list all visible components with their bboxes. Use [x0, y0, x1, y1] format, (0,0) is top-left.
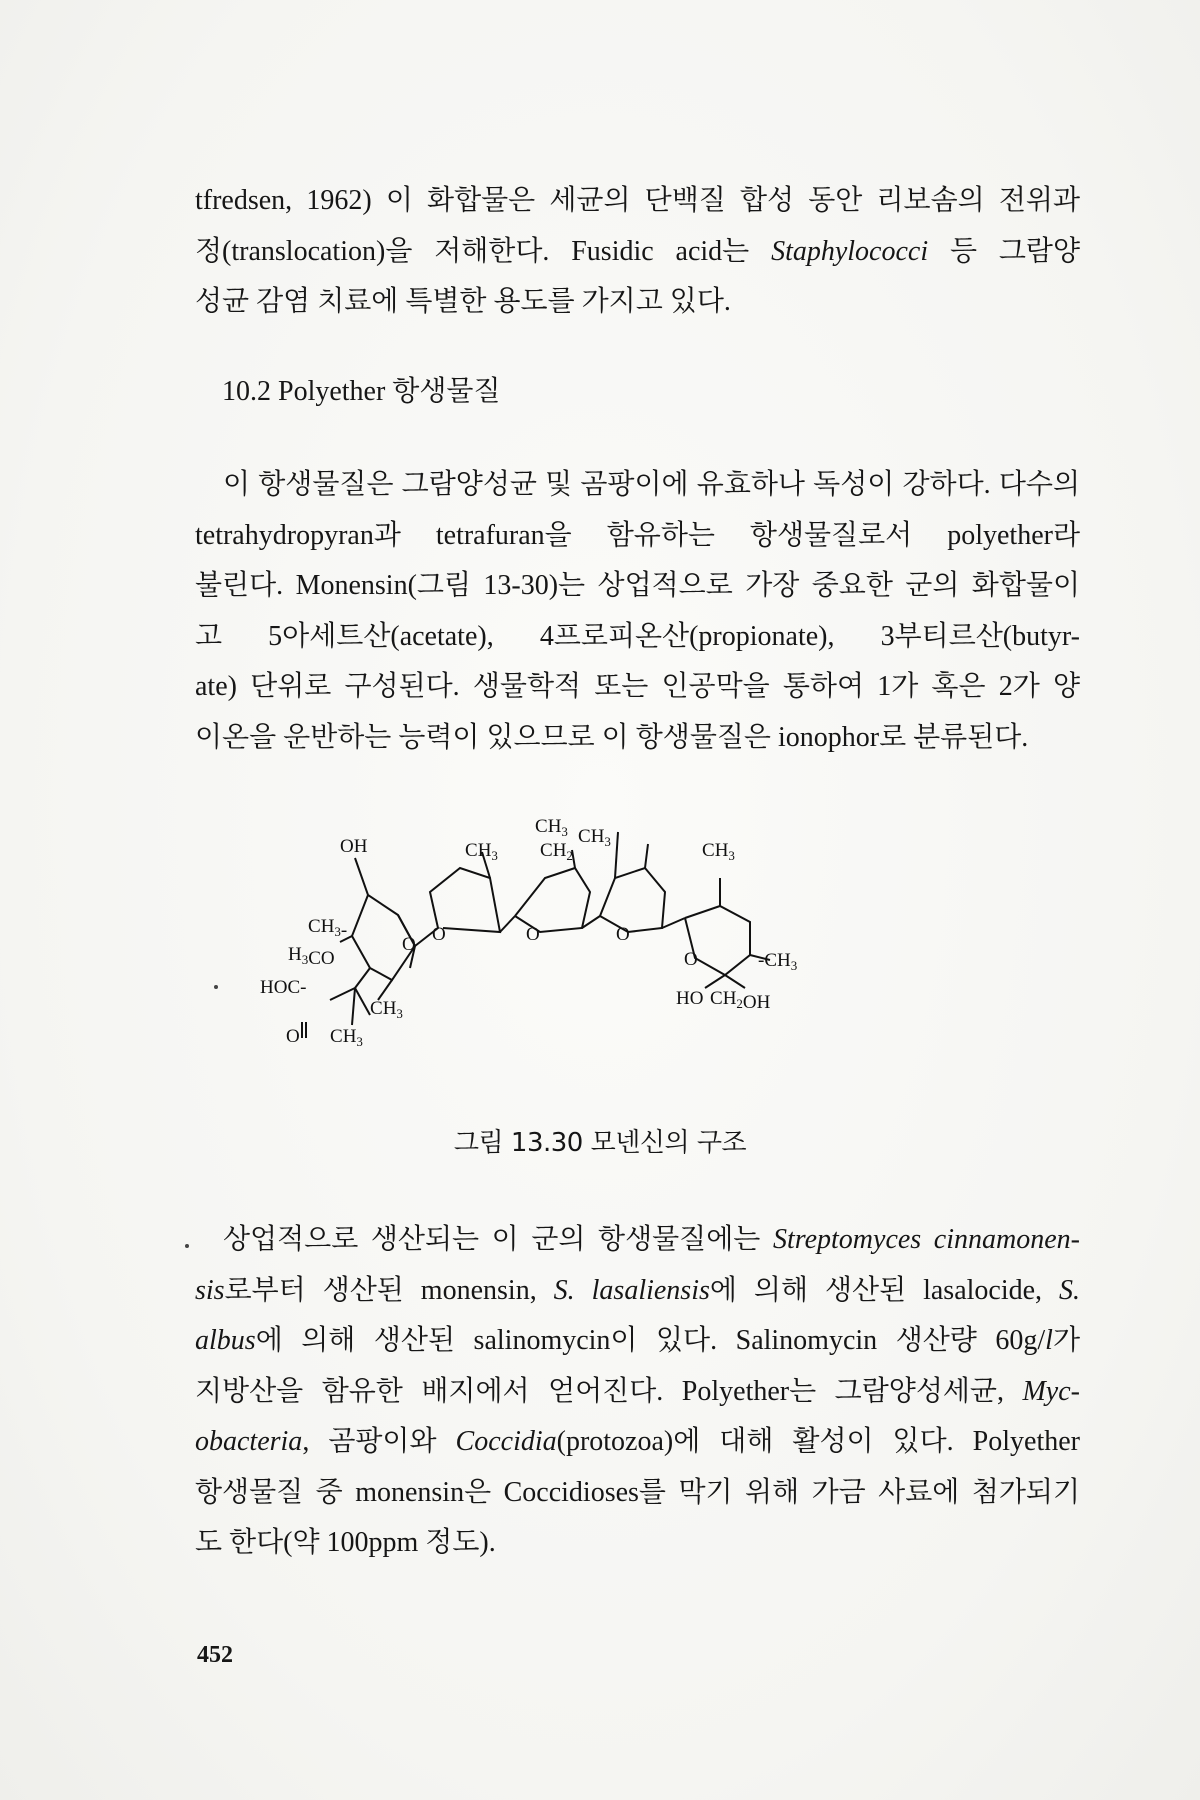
text-line: tetrahydropyran과 tetrafuran을 함유하는 항생물질로서 polyether라 [195, 519, 1080, 551]
monensin-structure-figure [260, 810, 940, 1090]
intro-paragraph [195, 176, 1080, 328]
h3co-label: $H_3CO$ [288, 944, 335, 969]
ring-oxygen-label: O [432, 924, 446, 945]
ch3-label: $CH_3-$ [308, 916, 348, 941]
ring-oxygen-label: O [684, 949, 698, 970]
print-speck [185, 1244, 189, 1248]
text-line: 지방산을 함유한 배지에서 얻어진다. Polyether는 그람양성세균, Myc- [195, 1375, 1080, 1407]
oh-label: OH [340, 836, 368, 857]
ring-oxygen-label: O [402, 934, 416, 955]
production-paragraph [195, 1215, 1080, 1569]
text-line: ate) 단위로 구성된다. 생물학적 또는 인공막을 통하여 1가 혹은 2가 양 [195, 671, 1080, 702]
ch3-label: $CH_3$ [702, 840, 735, 863]
ch2oh-label: $CH_2OH$ [710, 988, 771, 1013]
text-line: 이온을 운반하는 능력이 있으므로 이 항생물질은 ionophor로 분류된다. [195, 721, 1029, 753]
carbonyl-oxygen-label: O [286, 1026, 300, 1047]
text-line: 이 항생물질은 그람양성균 및 곰팡이에 유효하나 독성이 강하다. 다수의 [223, 469, 1080, 500]
text-line: 항생물질 중 monensin은 Coccidioses를 막기 위해 가금 사료에 첨가되기 [195, 1476, 1080, 1508]
hoc-label: HOC- [260, 977, 307, 998]
ch2-label: $CH_2$ [540, 840, 573, 863]
text-line: tfredsen, 1962) 이 화합물은 세균의 단백질 합성 동안 리보솜의 전위과 [195, 185, 1080, 216]
polyether-paragraph [195, 460, 1080, 763]
ring-oxygen-label: O [526, 924, 540, 945]
print-speck [214, 985, 218, 989]
text-line: 고 5아세트산(acetate), 4프로피온산(propionate), 3부티르산(butyr- [195, 620, 1080, 652]
text-line: 정(translocation)을 저해한다. Fusidic acid는 Staphylococci 등 그람양 [195, 235, 1080, 267]
ch3-label: $CH_3$ [465, 840, 498, 863]
section-heading: 10.2 Polyether 항생물질 [222, 376, 501, 407]
ring-oxygen-label: O [616, 924, 630, 945]
text-line: 불린다. Monensin(그림 13-30)는 상업적으로 가장 중요한 군의 화합물이 [195, 570, 1080, 601]
text-line: sis로부터 생산된 monensin, S. lasaliensis에 의해 생산된 lasalocide, S. [195, 1274, 1081, 1306]
ch3-label: $-CH_3$ [758, 950, 798, 973]
ch3-label: $CH_3$ [370, 998, 403, 1021]
text-line: 상업적으로 생산되는 이 군의 항생물질에는 Streptomyces cinnamonen- [223, 1224, 1080, 1255]
figure-caption: 그림 13.30 모넨신의 구조 [453, 1128, 747, 1158]
ho-label: HO [676, 988, 704, 1009]
ch3-label: $CH_3$ [578, 826, 611, 849]
ch3-label: $CH_3$ [535, 816, 568, 839]
page-number: 452 [197, 1642, 233, 1668]
chemical-structure-diagram [260, 810, 940, 1090]
text-line: obacteria, 곰팡이와 Coccidia(protozoa)에 대해 활성이 있다. Polyether [195, 1426, 1080, 1457]
text-line: 성균 감염 치료에 특별한 용도를 가지고 있다. [195, 286, 731, 317]
text-line: albus에 의해 생산된 salinomycin이 있다. Salinomycin 생산량 60g/l가 [195, 1325, 1080, 1356]
text-line: 도 한다(약 100ppm 정도). [195, 1527, 496, 1558]
ch3-label: $CH_3$ [330, 1026, 363, 1049]
